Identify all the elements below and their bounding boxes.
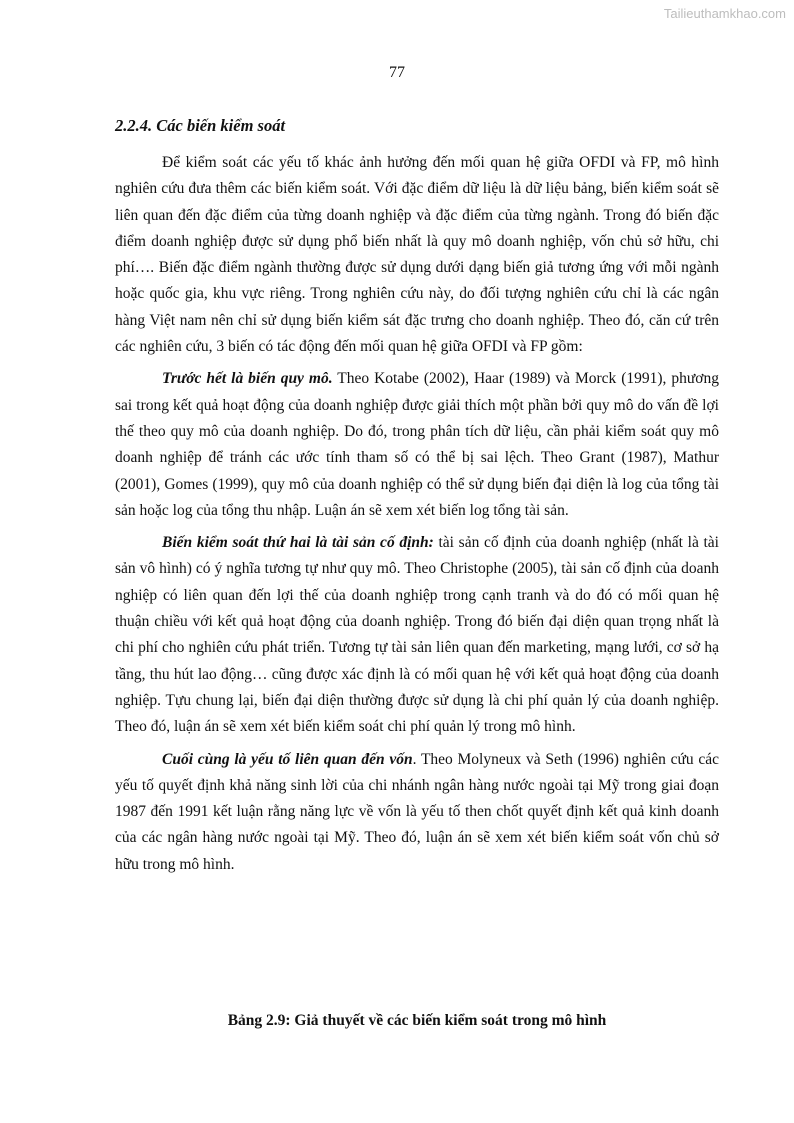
- paragraph-text: Để kiểm soát các yếu tố khác ảnh hưởng đến mối quan hệ giữa OFDI và FP, mô hình nghiên cứu đưa thêm các biến kiểm soát. Với đặc điểm dữ liệu là dữ liệu bảng, biến kiểm soát sẽ liên quan đến đặc điểm của từng doanh nghiệp và đặc điểm của từng ngành. Trong đó biến đặc điểm doanh nghiệp được sử dụng phổ biến nhất là quy mô doanh nghiệp, vốn chủ sở hữu, chi phí…. Biến đặc điểm ngành thường được sử dụng dưới dạng biến giả tương ứng với mỗi ngành hoặc quốc gia, khu vực riêng. Trong nghiên cứu này, do đối tượng nghiên cứu chỉ là các ngân hàng Việt nam nên chỉ sử dụng biến kiểm sát đặc trưng cho doanh nghiệp. Theo đó, căn cứ trên các nghiên cứu, 3 biến có tác động đến mối quan hệ giữa OFDI và FP gồm:: [115, 154, 719, 356]
- paragraph: [115, 747, 719, 878]
- paragraph-lead: Biến kiểm soát thứ hai là tài sản cố định:: [162, 534, 434, 552]
- paragraph: [115, 530, 719, 740]
- paragraph-lead: Trước hết là biến quy mô.: [162, 370, 333, 388]
- watermark: Tailieuthamkhao.com: [663, 6, 786, 21]
- table-caption: Bảng 2.9: Giả thuyết về các biến kiểm soát trong mô hình: [227, 1012, 607, 1029]
- body-text: [115, 150, 719, 884]
- paragraph: [115, 366, 719, 524]
- paragraph-text: Theo Kotabe (2002), Haar (1989) và Morck (1991), phương sai trong kết quả hoạt động của doanh nghiệp được giải thích một phần bởi quy mô do vấn đề lợi thế theo quy mô của doanh nghiệp. Do đó, trong phân tích dữ liệu, cần phải kiểm soát quy mô doanh nghiệp để tránh các ước tính tham số có thể bị sai lệch. Theo Grant (1987), Mathur (2001), Gomes (1999), quy mô của doanh nghiệp có thể sử dụng biến đại diện là log của tổng tài sản hoặc log của tổng thu nhập. Luận án sẽ xem xét biến log tổng tài sản.: [115, 370, 719, 519]
- page-number: 77: [389, 64, 405, 81]
- paragraph-text: . Theo Molyneux và Seth (1996) nghiên cứu các yếu tố quyết định khả năng sinh lời của chi nhánh ngân hàng nước ngoài tại Mỹ trong giai đoạn 1987 đến 1991 kết luận rằng năng lực về vốn là yếu tố then chốt quyết định kết quả kinh doanh của các ngân hàng nước ngoài tại Mỹ. Theo đó, luận án sẽ xem xét biến kiểm soát vốn chủ sở hữu trong mô hình.: [115, 750, 720, 873]
- section-heading: 2.2.4. Các biến kiểm soát: [115, 116, 286, 135]
- paragraph: [115, 150, 719, 360]
- paragraph-text: tài sản cố định của doanh nghiệp (nhất là tài sản vô hình) có ý nghĩa tương tự như quy mô. Theo Christophe (2005), tài sản cố định của doanh nghiệp có liên quan đến lợi thế của doanh nghiệp trong cạnh tranh và do đó có mối quan hệ thuận chiều với kết quả hoạt động của doanh nghiệp. Trong đó biến đại diện quan trọng nhất là chi phí cho nghiên cứu phát triển. Tương tự tài sản liên quan đến marketing, mạng lưới, cơ sở hạ tầng, thu hút lao động… cũng được xác định là có mối quan hệ với kết quả hoạt động của doanh nghiệp. Tựu chung lại, biến đại diện thường được sử dụng là chi phí quản lý của doanh nghiệp. Theo đó, luận án sẽ xem xét biến kiểm soát chi phí quản lý trong mô hình.: [115, 534, 719, 736]
- paragraph-lead: Cuối cùng là yếu tố liên quan đến vốn: [162, 750, 413, 768]
